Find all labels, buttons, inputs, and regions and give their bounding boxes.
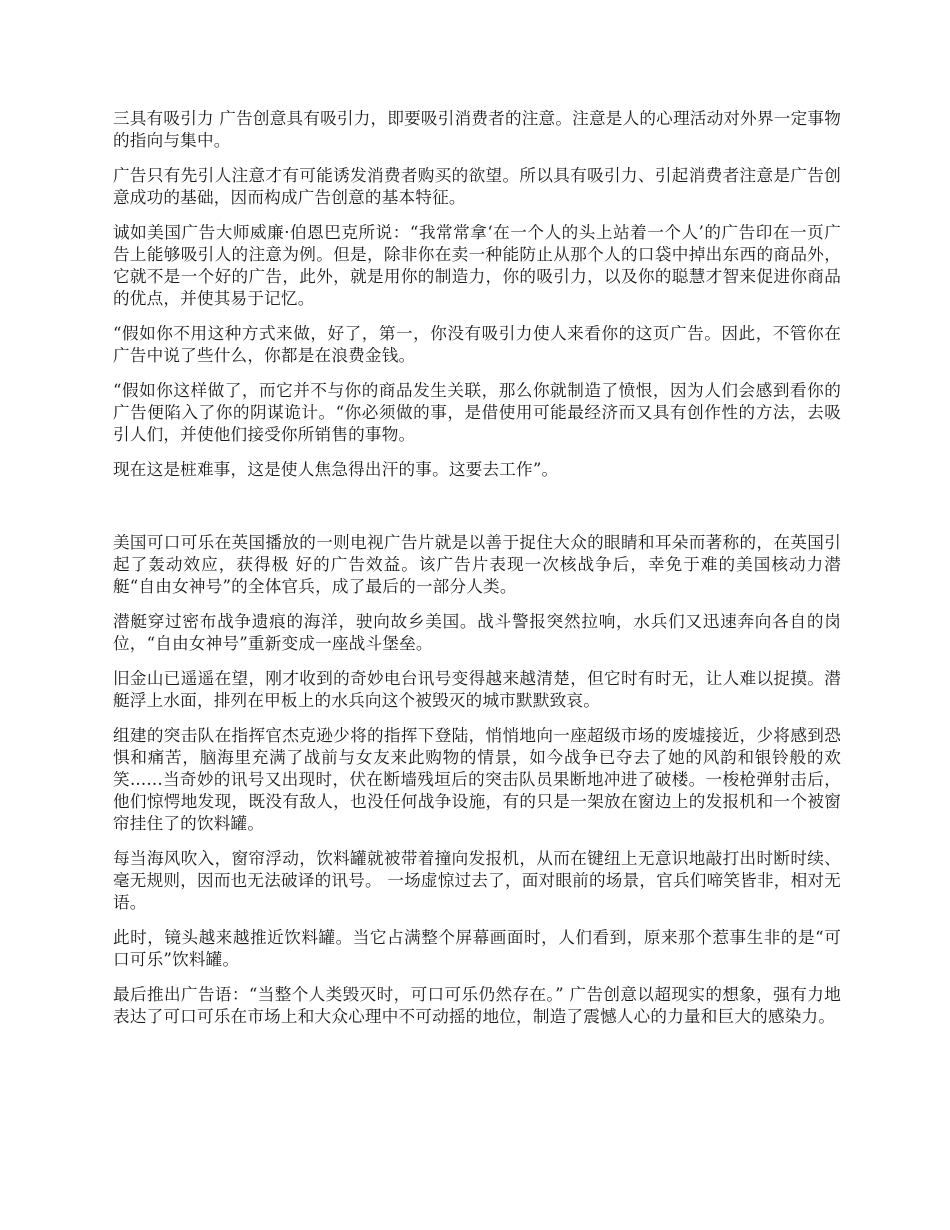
paragraph: 诚如美国广告大师威廉·伯恩巴克所说：“我常常拿‘在一个人的头上站着一个人’的广告印在一页广告上能够吸引人的注意为例。但是，除非你在卖一种能防止从那个人的口袋中掉出东西的商品外，它就不是一个好的广告，此外，就是用你的制造力，你的吸引力，以及你的聪慧才智来促进你商品的优点，并使其易于记忆。 xyxy=(113,223,841,308)
document-page xyxy=(113,108,841,1041)
paragraph: 组建的突击队在指挥官杰克逊少将的指挥下登陆，悄悄地向一座超级市场的废墟接近，少将感到恐惧和痛苦，脑海里充满了战前与女友来此购物的情景，如今战争已夺去了她的风韵和银铃般的欢笑......当奇妙的讯号又出现时，伏在断墙残垣后的突击队员果断地冲进了破楼。一梭枪弹射击后，他们惊愕地发现，既没有敌人，也没任何战争设施，有的只是一架放在窗边上的发报机和一个被窗帘挂住了的饮料罐。 xyxy=(113,726,841,833)
section-spacer xyxy=(113,494,841,532)
paragraph: 三具有吸引力 广告创意具有吸引力，即要吸引消费者的注意。注意是人的心理活动对外界一定事物的指向与集中。 xyxy=(113,109,841,150)
paragraph: 现在这是桩难事，这是使人焦急得出汗的事。这要去工作”。 xyxy=(113,460,559,479)
paragraph: “假如你不用这种方式来做，好了，第一，你没有吸引力使人来看你的这页广告。因此，不管你在广告中说了些什么，你都是在浪费金钱。 xyxy=(113,324,841,365)
paragraph: 此时，镜头越来越推近饮料罐。当它占满整个屏幕画面时，人们看到，原来那个惹事生非的是“可口可乐”饮料罐。 xyxy=(113,928,841,969)
paragraph: 美国可口可乐在英国播放的一则电视广告片就是以善于捉住大众的眼睛和耳朵而著称的，在英国引起了轰动效应，获得极 好的广告效益。该广告片表现一次核战争后，幸免于难的美国核动力潜艇“自由女神号”的全体官兵，成了最后的一部分人类。 xyxy=(113,533,841,596)
section-attraction xyxy=(113,108,841,481)
paragraph: 最后推出广告语：“当整个人类毁灭时，可口可乐仍然存在。” 广告创意以超现实的想象，强有力地表达了可口可乐在市场上和大众心理中不可动摇的地位，制造了震憾人心的力量和巨大的感染力。 xyxy=(113,985,841,1026)
paragraph: “假如你这样做了，而它并不与你的商品发生关联，那么你就制造了愤恨，因为人们会感到看你的广告便陷入了你的阴谋诡计。“你必须做的事，是借使用可能最经济而又具有创作性的方法，去吸引人们，并使他们接受你所销售的事物。 xyxy=(113,381,841,444)
paragraph: 广告只有先引人注意才有可能诱发消费者购买的欲望。所以具有吸引力、引起消费者注意是广告创意成功的基础，因而构成广告创意的基本特征。 xyxy=(113,166,841,207)
paragraph: 每当海风吹入，窗帘浮动，饮料罐就被带着撞向发报机，从而在键纽上无意识地敲打出时断时续、毫无规则，因而也无法破译的讯号。 一场虚惊过去了，面对眼前的场景，官兵们啼笑皆非，相对无语。 xyxy=(113,849,841,912)
section-coca-cola-case xyxy=(113,532,841,1028)
paragraph: 旧金山已遥遥在望，刚才收到的奇妙电台讯号变得越来越清楚，但它时有时无，让人难以捉摸。潜艇浮上水面，排列在甲板上的水兵向这个被毁灭的城市默默致哀。 xyxy=(113,669,841,710)
paragraph: 潜艇穿过密布战争遗痕的海洋，驶向故乡美国。战斗警报突然拉响，水兵们又迅速奔向各自的岗位，“自由女神号”重新变成一座战斗堡垒。 xyxy=(113,612,841,653)
